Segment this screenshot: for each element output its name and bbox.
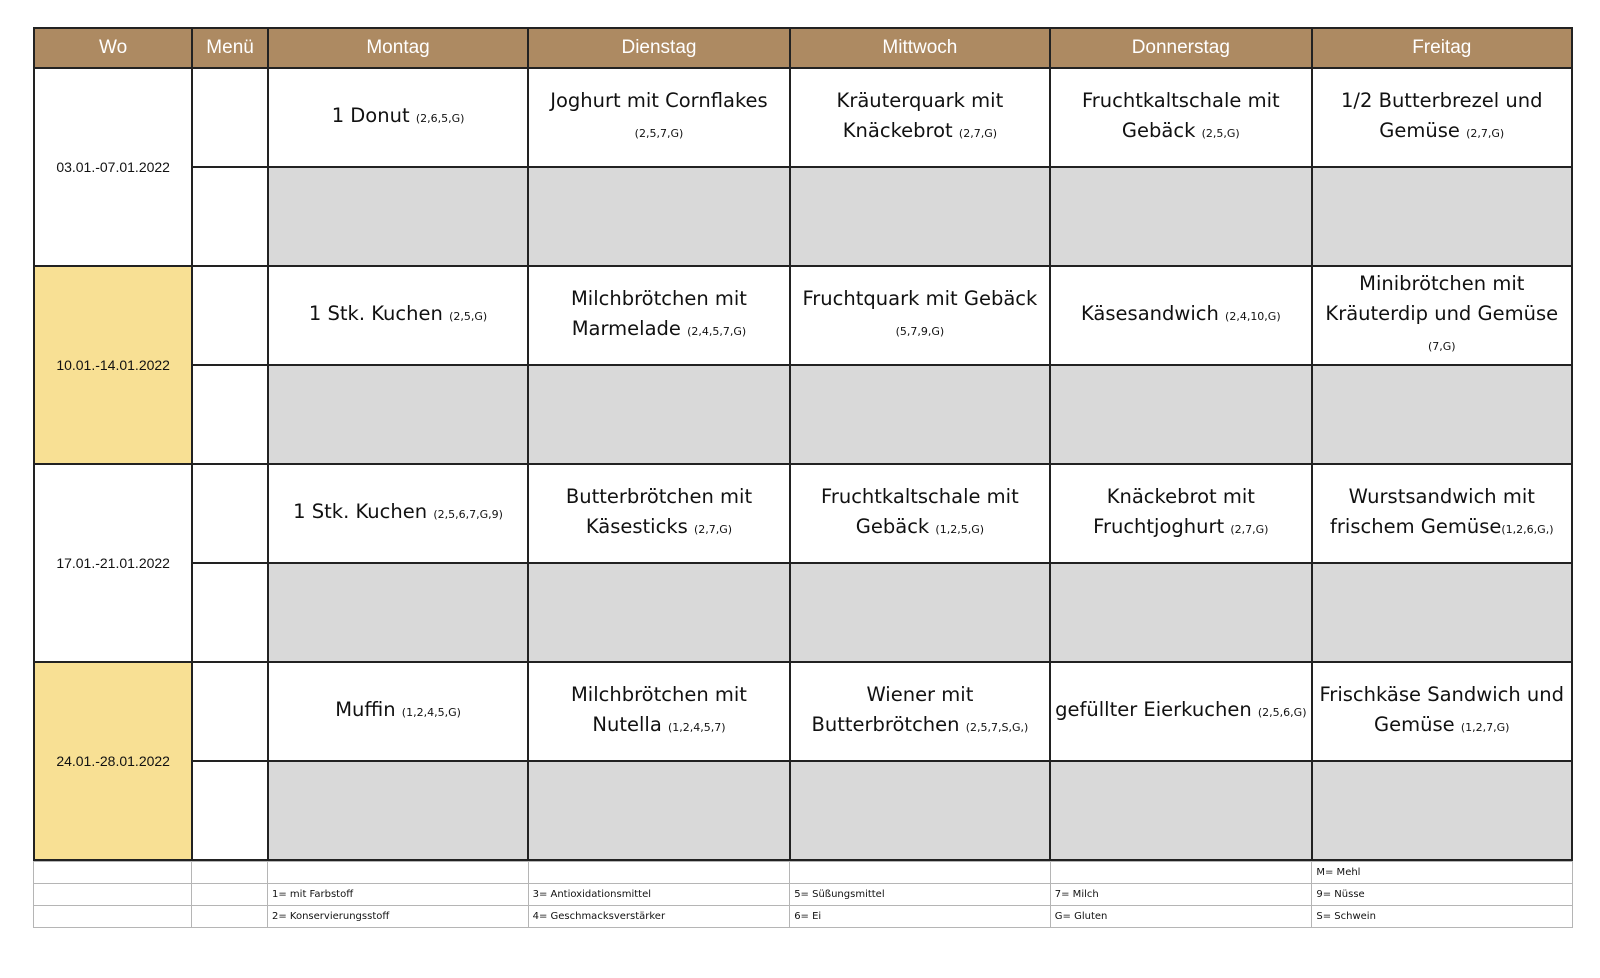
meal-cell-thursday xyxy=(1050,68,1311,167)
meal-name: Käsesandwich xyxy=(1080,302,1219,325)
menu-cell xyxy=(192,662,268,761)
week-4-meal-row xyxy=(34,662,1572,761)
meal-name: 1 Stk. Kuchen xyxy=(308,302,443,325)
column-header-tuesday: Dienstag xyxy=(528,28,789,68)
meal-name: Kräuterquark mit Knäckebrot xyxy=(836,89,1004,142)
legend-cell xyxy=(34,862,192,884)
meal-cell-thursday xyxy=(1050,266,1311,365)
meal-cell-wednesday xyxy=(790,68,1050,167)
menu-cell xyxy=(192,761,268,860)
legend-cell xyxy=(790,862,1051,884)
allergen-codes: (2,4,5,7,G) xyxy=(687,325,747,338)
allergen-codes: (7,G) xyxy=(1427,340,1456,353)
allergen-codes: (2,7,G) xyxy=(958,127,998,140)
meal-name: Milchbrötchen mit Nutella xyxy=(570,683,747,736)
empty-cell xyxy=(790,563,1050,662)
empty-cell xyxy=(268,563,528,662)
meal-cell-monday xyxy=(268,464,528,563)
legend-cell xyxy=(1050,862,1312,884)
legend-cell xyxy=(34,906,192,928)
week-3-meal-row xyxy=(34,464,1572,563)
column-header-thursday: Donnerstag xyxy=(1050,28,1311,68)
meal-cell-tuesday xyxy=(528,464,789,563)
legend-cell: 2= Konservierungsstoff xyxy=(268,906,529,928)
meal-name: Wurstsandwich mit frischem Gemüse xyxy=(1330,485,1535,538)
meal-name: Butterbrötchen mit Käsesticks xyxy=(565,485,753,538)
empty-cell xyxy=(1312,761,1572,860)
allergen-codes: (2,4,10,G) xyxy=(1225,310,1281,323)
allergen-codes: (2,5,G) xyxy=(449,310,488,323)
legend-row xyxy=(34,884,1573,906)
meal-name: 1/2 Butterbrezel und Gemüse xyxy=(1340,89,1543,142)
allergen-codes: (2,7,G) xyxy=(1230,523,1269,536)
empty-cell xyxy=(1050,761,1311,860)
menu-cell xyxy=(192,266,268,365)
meal-plan-sheet xyxy=(33,27,1573,952)
meal-name: Joghurt mit Cornflakes xyxy=(550,89,768,112)
meal-cell-wednesday xyxy=(790,662,1050,761)
empty-cell xyxy=(268,167,528,266)
empty-cell xyxy=(1312,167,1572,266)
meal-cell-wednesday xyxy=(790,266,1050,365)
week-range: 03.01.-07.01.2022 xyxy=(34,68,192,266)
legend-cell xyxy=(192,884,268,906)
allergen-codes: (2,5,G) xyxy=(1201,127,1240,140)
menu-cell xyxy=(192,167,268,266)
meal-name: Fruchtquark mit Gebäck xyxy=(802,287,1038,310)
week-2-meal-row xyxy=(34,266,1572,365)
week-range: 24.01.-28.01.2022 xyxy=(34,662,192,860)
week-1-empty-row xyxy=(34,167,1572,266)
empty-cell xyxy=(528,167,789,266)
legend-cell: 4= Geschmacksverstärker xyxy=(528,906,790,928)
meal-plan-table xyxy=(33,27,1573,861)
empty-cell xyxy=(790,365,1050,464)
meal-cell-friday xyxy=(1312,464,1572,563)
allergen-codes: (2,5,6,7,G,9) xyxy=(433,508,503,521)
meal-cell-tuesday xyxy=(528,68,789,167)
empty-cell xyxy=(268,365,528,464)
meal-cell-friday xyxy=(1312,266,1572,365)
meal-cell-wednesday xyxy=(790,464,1050,563)
meal-name: Frischkäse Sandwich und Gemüse xyxy=(1319,683,1565,736)
empty-cell xyxy=(1050,365,1311,464)
allergen-codes: (1,2,6,G,) xyxy=(1501,523,1554,536)
allergen-codes: (1,2,7,G) xyxy=(1460,721,1510,734)
header-row xyxy=(34,28,1572,68)
meal-cell-friday xyxy=(1312,68,1572,167)
week-3-empty-row xyxy=(34,563,1572,662)
meal-cell-tuesday xyxy=(528,662,789,761)
column-header-friday: Freitag xyxy=(1312,28,1572,68)
column-header-wo: Wo xyxy=(34,28,192,68)
meal-name: Fruchtkaltschale mit Gebäck xyxy=(1081,89,1280,142)
meal-cell-friday xyxy=(1312,662,1572,761)
menu-cell xyxy=(192,563,268,662)
meal-name: Minibrötchen mit Kräuterdip und Gemüse xyxy=(1325,272,1559,325)
week-range: 17.01.-21.01.2022 xyxy=(34,464,192,662)
legend-cell: 3= Antioxidationsmittel xyxy=(528,884,790,906)
meal-name: Knäckebrot mit Fruchtjoghurt xyxy=(1093,485,1255,538)
meal-name: Milchbrötchen mit Marmelade xyxy=(570,287,747,340)
meal-name: 1 Donut xyxy=(331,104,410,127)
legend-cell: M= Mehl xyxy=(1312,862,1573,884)
allergen-codes: (5,7,9,G) xyxy=(895,325,945,338)
legend-cell xyxy=(192,906,268,928)
allergen-codes: (1,2,5,G) xyxy=(935,523,985,536)
legend-row xyxy=(34,862,1573,884)
meal-cell-tuesday xyxy=(528,266,789,365)
meal-cell-thursday xyxy=(1050,464,1311,563)
legend-cell: 7= Milch xyxy=(1050,884,1312,906)
empty-cell xyxy=(1312,563,1572,662)
legend-cell: 6= Ei xyxy=(790,906,1051,928)
meal-cell-thursday xyxy=(1050,662,1311,761)
legend-row xyxy=(34,906,1573,928)
legend-cell: 9= Nüsse xyxy=(1312,884,1573,906)
legend-cell xyxy=(268,862,529,884)
column-header-monday: Montag xyxy=(268,28,528,68)
empty-cell xyxy=(528,365,789,464)
meal-name: Wiener mit Butterbrötchen xyxy=(811,683,974,736)
column-header-menu: Menü xyxy=(192,28,268,68)
legend-cell xyxy=(192,862,268,884)
allergen-codes: (1,2,4,5,7) xyxy=(667,721,726,734)
meal-name: 1 Stk. Kuchen xyxy=(293,500,428,523)
week-4-empty-row xyxy=(34,761,1572,860)
empty-cell xyxy=(528,563,789,662)
empty-cell xyxy=(268,761,528,860)
meal-cell-monday xyxy=(268,68,528,167)
meal-cell-monday xyxy=(268,662,528,761)
allergen-codes: (2,5,7,G) xyxy=(634,127,684,140)
menu-cell xyxy=(192,365,268,464)
legend-cell: S= Schwein xyxy=(1312,906,1573,928)
empty-cell xyxy=(1050,563,1311,662)
meal-name: Fruchtkaltschale mit Gebäck xyxy=(821,485,1019,538)
empty-cell xyxy=(1312,365,1572,464)
meal-name: gefüllter Eierkuchen xyxy=(1055,698,1252,721)
week-1-meal-row xyxy=(34,68,1572,167)
legend-cell: 1= mit Farbstoff xyxy=(268,884,529,906)
legend-cell xyxy=(34,884,192,906)
column-header-wednesday: Mittwoch xyxy=(790,28,1050,68)
empty-cell xyxy=(1050,167,1311,266)
menu-cell xyxy=(192,68,268,167)
allergen-codes: (2,5,7,S,G,) xyxy=(965,721,1029,734)
allergen-codes: (2,7,G) xyxy=(693,523,733,536)
allergen-codes: (2,7,G) xyxy=(1466,127,1505,140)
legend-cell: 5= Süßungsmittel xyxy=(790,884,1051,906)
allergen-codes: (1,2,4,5,G) xyxy=(401,706,461,719)
empty-cell xyxy=(528,761,789,860)
week-2-empty-row xyxy=(34,365,1572,464)
week-range: 10.01.-14.01.2022 xyxy=(34,266,192,464)
legend-cell: G= Gluten xyxy=(1050,906,1312,928)
legend-cell xyxy=(528,862,790,884)
empty-cell xyxy=(790,167,1050,266)
allergen-legend xyxy=(33,861,1573,928)
empty-cell xyxy=(790,761,1050,860)
meal-cell-monday xyxy=(268,266,528,365)
menu-cell xyxy=(192,464,268,563)
allergen-codes: (2,5,6,G) xyxy=(1257,706,1307,719)
meal-name: Muffin xyxy=(335,698,396,721)
allergen-codes: (2,6,5,G) xyxy=(415,112,465,125)
